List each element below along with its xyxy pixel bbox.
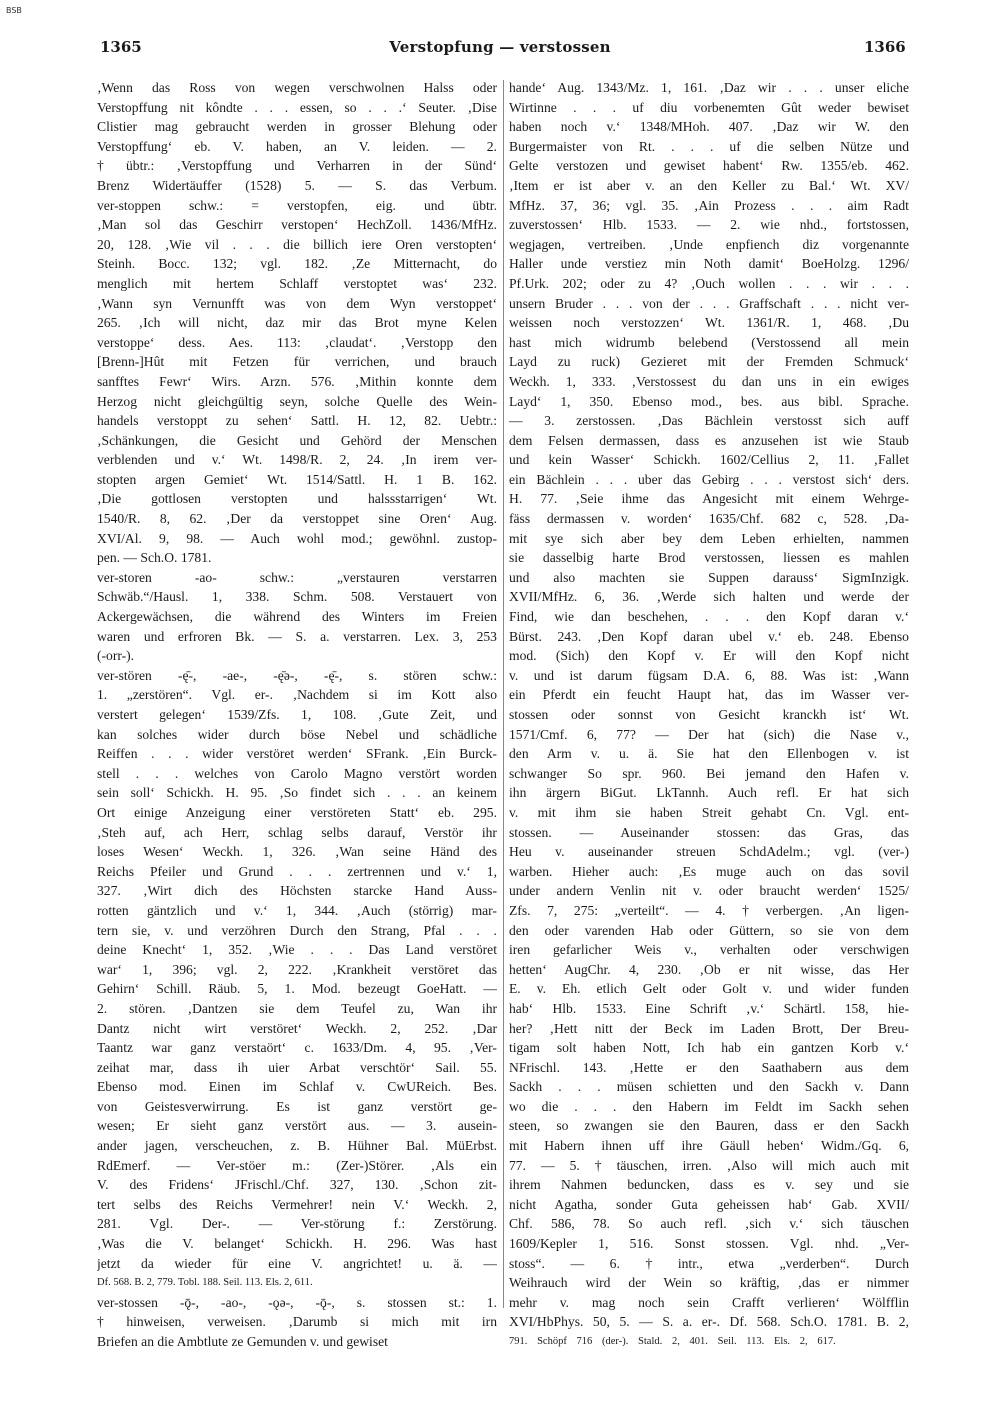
- page-number-left: 1365: [100, 38, 142, 56]
- text-line: mod. (Sich) den Kopf v. Er will den Kopf nicht: [509, 648, 909, 664]
- text-line: RdEmerf. — Ver-stöer m.: (Zer-)Störer. ‚Als ein: [97, 1157, 497, 1173]
- text-line: hetten‘ AugChr. 4, 230. ‚Ob er nit wisse, das Her: [509, 961, 909, 977]
- text-line: stopten argen Gemiet‘ Wt. 1514/Sattl. H. 1 B. 162.: [97, 471, 497, 487]
- text-line: † übtr.: ‚Verstopffung und Verharren in der Sünd‘: [97, 158, 497, 174]
- text-line: zuverstossen‘ Hlb. 1533. — 2. wie nhd., fortstossen,: [509, 217, 909, 233]
- text-line: verstoppe‘ dess. Aes. 113: ‚claudat‘. ‚Verstopp den: [97, 334, 497, 350]
- text-line: ihn ärgern BiGut. LkTannh. Auch refl. Er hat sich: [509, 785, 909, 801]
- text-line: waren und erfroren Bk. — S. a. verstarren. Lex. 3, 253: [97, 628, 497, 644]
- text-line: hande‘ Aug. 1343/Mz. 1, 161. ‚Daz wir . . . unser eliche: [509, 80, 909, 95]
- text-line: wegjagen, vertreiben. ‚Unde enpfiench diz vorgenannte: [509, 236, 909, 252]
- text-line: Chf. 586, 78. So auch refl. ‚sich v.‘ sich täuschen: [509, 1216, 909, 1232]
- text-line: wo die . . . den Habern im Feldt im Sackh sehen: [509, 1098, 909, 1114]
- text-line: Wirtinne . . . uf diu vorbenemten Gût weder bewiset: [509, 99, 909, 115]
- text-line: (-orr-).: [97, 648, 135, 664]
- right-column: [509, 78, 909, 1352]
- text-line: Ort einige Anzeigung einer verstöreten Statt‘ eb. 295.: [97, 804, 497, 820]
- text-line: Df. 568. B. 2, 779. Tobl. 188. Seil. 113. Els. 2, 611.: [97, 1277, 313, 1289]
- text-line: hast mich widrumb belebend (Verstossend all mein: [509, 334, 909, 350]
- text-line: ver-stoppen schw.: = verstopfen, eig. und übtr.: [97, 197, 497, 213]
- text-line: Brenz Widertäuffer (1528) 5. — S. das Verbum.: [97, 177, 497, 193]
- text-line: sein soll‘ Schickh. H. 95. ‚So findet sich . . . an keinem: [97, 785, 497, 801]
- text-line: mit sye sich aber bey dem Leben erhielten, nammen: [509, 530, 909, 546]
- text-line: † hinweisen, verweisen. ‚Darumb si mich mit irn: [97, 1314, 497, 1330]
- text-line: Herzog nicht gleichgültig seyn, solche Quelle des Wein-: [97, 393, 497, 409]
- text-line: stossen. — Auseinander stossen: das Gras, das: [509, 824, 909, 840]
- text-line: Burgermaister von Rt. . . . uf die selben Nütze und: [509, 138, 909, 154]
- text-line: pen. — Sch.O. 1781.: [97, 550, 212, 566]
- text-line: 77. — 5. † täuschen, irren. ‚Also will mich auch mit: [509, 1157, 909, 1173]
- text-line: ‚Die gottlosen verstopten und halssstarrigen‘ Wt.: [97, 491, 497, 507]
- text-line: rotten gäntzlich und v.‘ 1, 344. ‚Auch (störrig) mar-: [97, 902, 497, 918]
- text-line: MfHz. 37, 36; vgl. 35. ‚Ain Prozess . . . aim Radt: [509, 197, 909, 213]
- text-line: V. des Fridens‘ JFrischl./Chf. 327, 130. ‚Schon zit-: [97, 1177, 497, 1193]
- text-line: Taantz war ganz verstaört‘ c. 1633/Dm. 4, 95. ‚Ver-: [97, 1040, 497, 1056]
- text-line: Weckh. 1, 333. ‚Verstossest du dan uns in ein ewiges: [509, 373, 909, 389]
- text-line: deine Knecht‘ 1, 352. ‚Wie . . . Das Land verstöret: [97, 942, 497, 958]
- text-line: ander jagen, verscheuchen, z. B. Hühner Bal. MüErbst.: [97, 1138, 497, 1154]
- text-line: tern sie, v. und verzöhren Durch den Strang, Pfal . . .: [97, 922, 497, 938]
- text-line: E. v. Eh. etlich Gelt oder Golt v. und wider funden: [509, 981, 909, 997]
- text-line: ‚Steh auf, ach Herr, schlag selbs darauf, Verstör ihr: [97, 824, 497, 840]
- text-line: iren gefarlicher Weis v., verhalten oder verschwigen: [509, 942, 909, 958]
- text-line: ‚Wenn das Ross von wegen verschwolnen Halss oder: [97, 80, 497, 95]
- text-line: schwanger So spr. 960. Bei jemand den Hafen v.: [509, 765, 909, 781]
- text-line: tigam solt haben Nott, Ich hab ein gantzen Korb v.‘: [509, 1040, 909, 1056]
- text-line: ‚Wann syn Vernunfft was von dem Wyn verstoppet‘: [97, 295, 497, 311]
- text-line: Layd zu ruck) Gezieret mit der Fremden Schmuck‘: [509, 354, 909, 370]
- text-line: Bürst. 243. ‚Den Kopf daran ubel v.‘ eb. 248. Ebenso: [509, 628, 909, 644]
- text-line: H. 77. ‚Seie ihme das Angesicht mit einem Wehrge-: [509, 491, 909, 507]
- text-line: v. mit ihm sie haben Streit gehabt Cn. Vgl. ent-: [509, 804, 909, 820]
- text-line: XVI/HbPhys. 50, 5. — S. a. er-. Df. 568. Sch.O. 1781. B. 2,: [509, 1314, 909, 1330]
- text-line: Ebenso mod. Einen im Schlaf v. CwUReich. Bes.: [97, 1079, 497, 1095]
- text-line: Heu v. auseinander streuen SchdAdelm.; vgl. (ver-): [509, 844, 909, 860]
- text-line: steen, so zwangen sie den Bauren, dass er den Sackh: [509, 1118, 909, 1134]
- text-line: Steinh. Bocc. 132; vgl. 182. ‚Ze Mitternacht, do: [97, 256, 497, 272]
- text-line: nicht Agatha, sonder Guta geheissen hab‘ Gab. XVII/: [509, 1196, 909, 1212]
- text-line: 327. ‚Wirt dich des Höchsten starcke Hand Auss-: [97, 883, 497, 899]
- text-line: warben. Hieher auch: ‚Es muge auch on das sovil: [509, 863, 909, 879]
- text-line: 1540/R. 8, 62. ‚Der da verstoppet sine Oren‘ Aug.: [97, 511, 497, 527]
- text-line: 20, 128. ‚Wie vil . . . die billich iere Oren verstopten‘: [97, 236, 497, 252]
- text-line: stoss“. — 6. † intr., etwa „verderben“. Durch: [509, 1255, 909, 1271]
- text-line: zeihat mar, dass ih uier Arbat verschtör‘ Sail. 55.: [97, 1059, 497, 1075]
- text-line: Gehirn‘ Schill. Räub. 5, 1. Mod. bezeugt GoeHatt. —: [97, 981, 497, 997]
- text-line: war‘ 1, 396; vgl. 2, 222. ‚Krankheit verstöret das: [97, 961, 497, 977]
- text-line: stossen oder sonnst von Gesicht kranckh ist‘ Wt.: [509, 707, 909, 722]
- text-line: den oder varenden Hab oder Güttern, so sie von dem: [509, 922, 909, 938]
- text-line: Ackergewächsen, die während des Winters im Freien: [97, 609, 497, 625]
- text-line: ver-storen -ao- schw.: „verstauren verstarren: [97, 569, 497, 585]
- text-line: 1571/Cmf. 6, 77? — Der hat (sich) die Nase v.,: [509, 726, 909, 742]
- text-line: Reiffen . . . wider verstöret werden‘ SFrank. ‚Ein Burck-: [97, 746, 497, 762]
- text-line: verblenden und v.‘ Wt. 1498/R. 2, 24. ‚In irem ver-: [97, 452, 497, 468]
- text-line: 1609/Kepler 1, 516. Sonst stossen. Vgl. nhd. „Ver-: [509, 1236, 909, 1252]
- text-line: handels verstoppt zu sehen‘ Sattl. H. 12, 82. Uebtr.:: [97, 413, 497, 429]
- text-line: Haller unde verstiez min Noth damit‘ BoeHolzg. 1296/: [509, 256, 909, 272]
- page-header: [0, 38, 1000, 62]
- text-line: ‚Man sol das Geschirr verstopen‘ HechZoll. 1436/MfHz.: [97, 217, 497, 233]
- text-line: fäss dermassen v. worden‘ 1635/Chf. 682 c, 528. ‚Da-: [509, 511, 909, 527]
- text-line: ver-stossen -ǭ-, -ao-, -ǫə-, -ǭ-, s. stossen st.: 1.: [97, 1294, 497, 1310]
- text-line: 1. „zerstören“. Vgl. er-. ‚Nachdem si im Kott also: [97, 687, 497, 703]
- text-line: hab‘ Hlb. 1533. Eine Schrift ‚v.‘ Schärtl. 158, hie-: [509, 1000, 909, 1016]
- text-line: ver-stören -ę̄-, -ae-, -ę̄ə-, -ę̄-, s. stören schw.:: [97, 667, 497, 683]
- text-line: ihrem Nahmen beduncken, dass es v. sey und sie: [509, 1177, 909, 1193]
- text-line: dem Felsen dermassen, dass es anzusehen ist wie Staub: [509, 432, 909, 448]
- text-line: 281. Vgl. Der-. — Ver-störung f.: Zerstörung.: [97, 1216, 497, 1232]
- text-line: NFrischl. 143. ‚Hette er den Saathabern aus dem: [509, 1059, 909, 1075]
- running-title: Verstopfung — verstossen: [389, 38, 611, 56]
- library-stamp: BSB: [6, 6, 22, 15]
- text-line: Verstopffung nit kôndte . . . essen, so . . .‘ Seuter. ‚Dise: [97, 99, 497, 115]
- text-line: Weihrauch wird der Wein so kräftig, ‚das er nimmer: [509, 1275, 909, 1291]
- text-line: mehr v. mag noch sein Crafft verlieren‘ Wölfflin: [509, 1294, 909, 1310]
- text-line: und also machten sie Suppen darauss‘ SigmInzigk.: [509, 569, 909, 585]
- text-line: ein Bächlein . . . uber das Gebirg . . . verstost sich‘ ders.: [509, 471, 909, 487]
- text-line: Zfs. 7, 275: „verteilt“. — 4. † verbergen. ‚An ligen-: [509, 902, 909, 918]
- text-line: Reichs Pfeiler und Grund . . . zertrennen und v.‘ 1,: [97, 863, 497, 879]
- text-line: haben noch v.‘ 1348/MHoh. 407. ‚Daz wir W. den: [509, 119, 909, 135]
- text-line: Verstopffung‘ eb. V. haben, an V. leiden. — 2.: [97, 138, 497, 154]
- text-line: Briefen an die Ambtlute ze Gemunden v. und gewiset: [97, 1334, 388, 1349]
- text-line: menglich mit hertem Schlaff verstoptet was‘ 232.: [97, 275, 497, 291]
- text-line: Find, wie dan beschehen, . . . den Kopf daran v.‘: [509, 609, 909, 625]
- text-line: mit Habern ihnen uff ihre Gäull heben‘ Widm./Gq. 6,: [509, 1138, 909, 1154]
- text-line: den Arm v. u. ä. Sie hat den Ellenbogen v. ist: [509, 746, 909, 762]
- text-line: Pf.Urk. 202; oder zu 4? ‚Ouch wollen . . . wir . . .: [509, 275, 909, 291]
- text-line: under andern Venlin nit v. oder braucht werden‘ 1525/: [509, 883, 909, 899]
- text-line: ‚Item er ist aber v. an den Keller zu Bal.‘ Wt. XV/: [509, 177, 909, 193]
- text-line: kan solches wider durch böse Nebel und schädliche: [97, 726, 497, 742]
- text-line: v. und ist darum fügsam D.A. 6, 88. Was ist: ‚Wann: [509, 667, 909, 683]
- text-line: tert selbs des Reichs Vermehrer! nein V.‘ Weckh. 2,: [97, 1196, 497, 1212]
- text-line: ‚Was die V. belanget‘ Schickh. H. 296. Was hast: [97, 1236, 497, 1252]
- text-line: 2. stören. ‚Dantzen sie dem Teufel zu, Wan ihr: [97, 1000, 497, 1016]
- text-line: Sackh . . . müsen schietten und den Sackh v. Dann: [509, 1079, 909, 1095]
- page-number-right: 1366: [864, 38, 906, 56]
- text-line: unsern Bruder . . . von der . . . Graffschaft . . . nicht ver-: [509, 295, 909, 311]
- text-line: Gelte verstozen und gewiset habent‘ Rw. 1355/eb. 462.: [509, 158, 909, 174]
- text-line: weissen noch verstozzen‘ Wt. 1361/R. 1, 468. ‚Du: [509, 315, 909, 331]
- text-line: — 3. zerstossen. ‚Das Bächlein verstosst sich auff: [509, 413, 909, 429]
- left-column: [97, 78, 497, 1352]
- text-line: stell . . . welches von Carolo Magno verstört worden: [97, 765, 497, 781]
- text-line: Layd‘ 1, 350. Ebenso mod., bes. aus bibl. Sprache.: [509, 393, 909, 409]
- text-line: verstert gelegen‘ 1539/Zfs. 1, 108. ‚Gute Zeit, und: [97, 707, 497, 722]
- text-line: Dantz nicht wirt verstöret‘ Weckh. 2, 252. ‚Dar: [97, 1020, 497, 1036]
- text-line: und kein Wasser‘ Schickh. 1602/Cellius 2, 11. ‚Fallet: [509, 452, 909, 468]
- text-line: sie dasselbig harte Brod verstossen, liessen es mahlen: [509, 550, 909, 566]
- text-line: 791. Schöpf 716 (der-). Stald. 2, 401. Seil. 113. Els. 2, 617.: [509, 1336, 836, 1347]
- text-line: XVI/Al. 9, 98. — Auch wohl mod.; gewöhnl. zustop-: [97, 530, 497, 546]
- text-line: XVII/MfHz. 6, 36. ‚Werde sich halten und werde der: [509, 589, 909, 605]
- text-line: wesen; Er sieht ganz verstört aus. — 3. ausein-: [97, 1118, 497, 1134]
- text-line: ‚Schänkungen, die Gesicht und Gehörd der Menschen: [97, 432, 497, 448]
- text-line: [Brenn-]Hût mit Fetzen für verrichen, und brauch: [97, 354, 497, 370]
- text-line: jetzt da wieder für eine V. angrichtet! u. ä. —: [97, 1255, 497, 1271]
- text-line: loses Wesen‘ Weckh. 1, 326. ‚Wan seine Händ des: [97, 844, 497, 860]
- text-line: 265. ‚Ich will nicht, daz mir das Brot myne Kelen: [97, 315, 497, 331]
- text-line: her? ‚Hett nitt der Beck im Laden Brott, Der Breu-: [509, 1020, 909, 1036]
- text-line: von Geistesverwirrung. Es ist ganz verstört ge-: [97, 1098, 497, 1114]
- text-line: Clistier mag gebraucht werden in grosser Blehung oder: [97, 119, 497, 135]
- text-line: sanfftes Fewr‘ Wirs. Arzn. 576. ‚Mithin konnte dem: [97, 373, 497, 389]
- column-divider: [503, 80, 504, 1308]
- text-line: ein Pferdt ein feucht Haupt hat, das im Wasser ver-: [509, 687, 909, 703]
- text-line: Schwäb.“/Hausl. 1, 338. Schm. 508. Verstauert von: [97, 589, 497, 605]
